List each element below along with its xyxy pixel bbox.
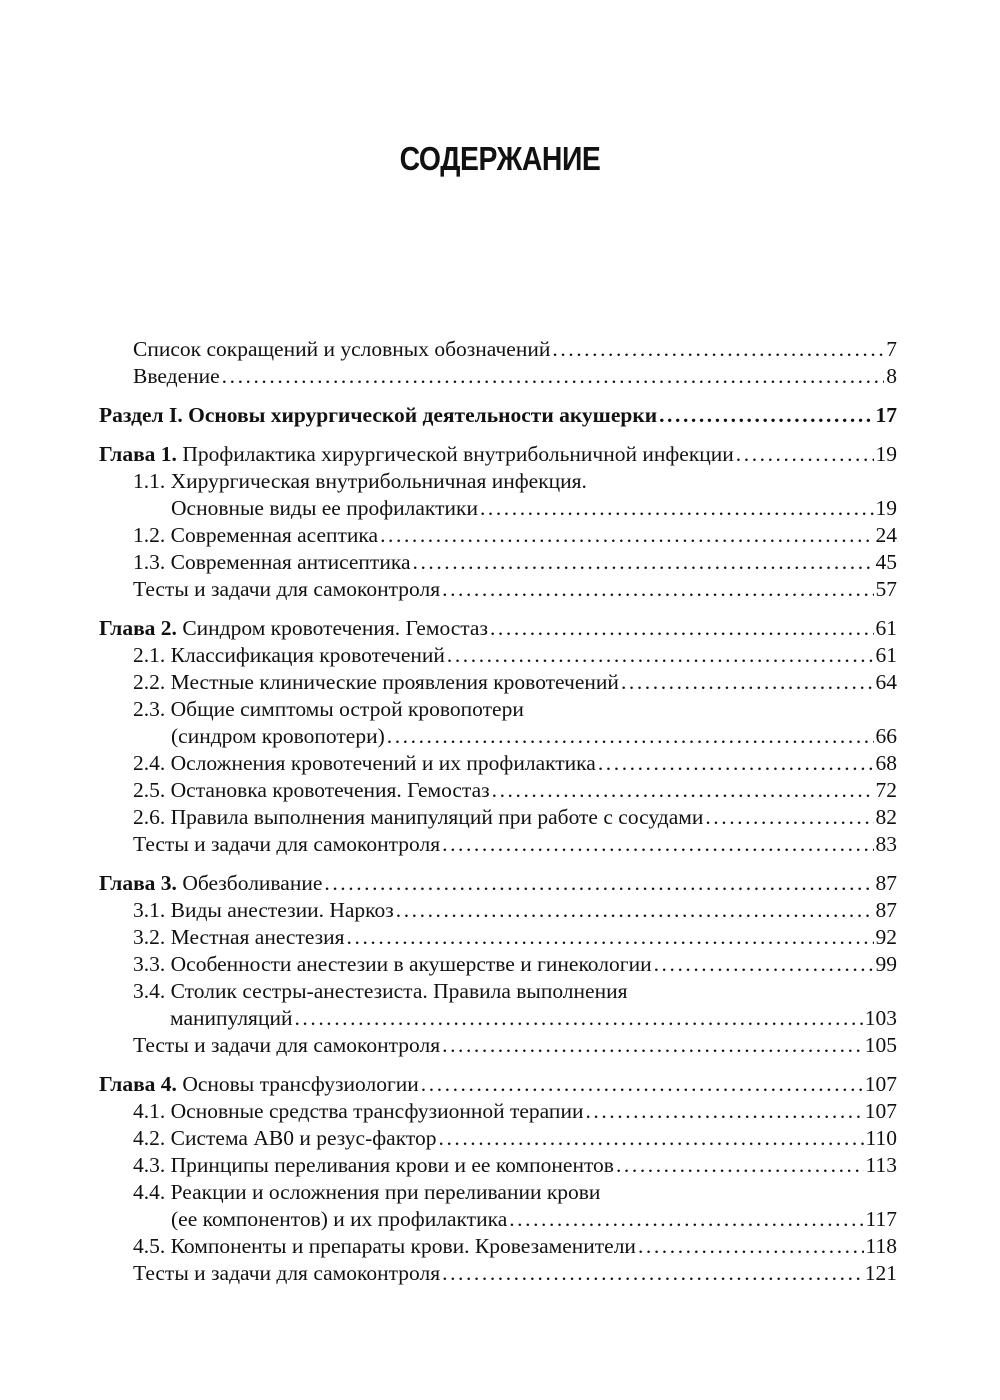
- dot-leader: [294, 1005, 862, 1032]
- chapter-title: Обезболивание: [182, 871, 323, 895]
- toc-entry-3-3[interactable]: [99, 951, 897, 978]
- toc-entry-text: 1.3. Современная антисептика: [133, 550, 411, 574]
- toc-entry-text: 2.4. Осложнения кровотечений и их профилактика: [133, 751, 596, 775]
- dot-leader: [447, 642, 874, 669]
- dot-leader: [421, 1071, 863, 1098]
- toc-entry-text: 2.1. Классификация кровотечений: [133, 643, 445, 667]
- toc-entry-text: 2.2. Местные клинические проявления кровотечений: [133, 670, 619, 694]
- dot-leader: [442, 576, 873, 603]
- dot-leader: [659, 402, 873, 429]
- dot-leader: [442, 1032, 863, 1059]
- dot-leader: [387, 723, 874, 750]
- toc-page-number: 107: [864, 1072, 897, 1096]
- dot-leader: [638, 1233, 864, 1260]
- toc-page-number: 103: [864, 1006, 897, 1030]
- toc-page-number: 87: [875, 871, 897, 895]
- toc-page-number: 61: [875, 616, 897, 640]
- toc-entry-4-tests[interactable]: [99, 1260, 897, 1287]
- toc-entry-text: Введение: [133, 364, 220, 388]
- toc-entry-4-1[interactable]: [99, 1098, 897, 1125]
- toc-entry-2-3[interactable]: [99, 723, 897, 750]
- toc-entry-1-2[interactable]: [99, 522, 897, 549]
- toc-section-1[interactable]: [99, 402, 897, 429]
- toc-entry-text: 3.1. Виды анестезии. Наркоз: [133, 898, 394, 922]
- toc-entry-text: манипуляций: [170, 1006, 293, 1030]
- toc-page-number: 64: [875, 670, 897, 694]
- toc-entry-text: 4.3. Принципы переливания крови и ее компонентов: [133, 1153, 614, 1177]
- toc-entry-1-1[interactable]: [99, 495, 897, 522]
- dot-leader: [347, 924, 874, 951]
- toc-entry-3-1[interactable]: [99, 897, 897, 924]
- toc-entry-text: Основные виды ее профилактики: [171, 496, 478, 520]
- dot-leader: [585, 1098, 862, 1125]
- dot-leader: [492, 777, 874, 804]
- toc-page-number: 82: [875, 805, 897, 829]
- toc-page-number: 45: [875, 550, 897, 574]
- toc-entry-text: Тесты и задачи для самоконтроля: [133, 1261, 441, 1285]
- chapter-title: Профилактика хирургической внутрибольничной инфекции: [182, 442, 734, 466]
- dot-leader: [396, 897, 874, 924]
- toc-entry-text: Тесты и задачи для самоконтроля: [133, 832, 441, 856]
- toc-entry-text: Список сокращений и условных обозначений: [133, 337, 551, 361]
- chapter-label: Глава 2.: [99, 616, 177, 640]
- toc-entry-text: (синдром кровопотери): [171, 724, 385, 748]
- toc-entry-text: 4.5. Компоненты и препараты крови. Кровезаменители: [133, 1234, 636, 1258]
- dot-leader: [380, 522, 873, 549]
- toc-entry-text: (ее компонентов) и их профилактика: [171, 1207, 508, 1231]
- toc-page-number: 117: [865, 1207, 897, 1231]
- dot-leader: [736, 441, 874, 468]
- dot-leader: [705, 804, 873, 831]
- toc-entry-text: Тесты и задачи для самоконтроля: [133, 577, 441, 601]
- toc-entry-text: 3.3. Особенности анестезии в акушерстве и гинекологии: [133, 952, 652, 976]
- dot-leader: [439, 1125, 864, 1152]
- toc-page-number: 19: [875, 496, 897, 520]
- toc-entry-3-4[interactable]: [99, 1005, 897, 1032]
- toc-entry-text: 3.2. Местная анестезия: [133, 925, 345, 949]
- chapter-title: Основы трансфузиологии: [182, 1072, 419, 1096]
- toc-chapter-1[interactable]: [99, 441, 897, 468]
- toc-page-number: 83: [875, 832, 897, 856]
- toc-page-number: 66: [875, 724, 897, 748]
- toc-entry-2-4[interactable]: [99, 750, 897, 777]
- toc-entry-text: 4.1. Основные средства трансфузионной терапии: [133, 1099, 584, 1123]
- toc-page-number: 72: [875, 778, 897, 802]
- toc-section-text: Раздел I. Основы хирургической деятельности акушерки: [99, 403, 658, 427]
- toc-entry-2-tests[interactable]: [99, 831, 897, 858]
- dot-leader: [552, 336, 884, 363]
- toc-chapter-2[interactable]: [99, 615, 897, 642]
- chapter-label: Глава 1.: [99, 442, 177, 466]
- toc-entry-2-6[interactable]: [99, 804, 897, 831]
- toc-page-number: 61: [875, 643, 897, 667]
- toc-entry-2-1[interactable]: [99, 642, 897, 669]
- chapter-title: Синдром кровотечения. Гемостаз: [182, 616, 488, 640]
- dot-leader: [509, 1206, 863, 1233]
- dot-leader: [654, 951, 874, 978]
- toc-chapter-3[interactable]: [99, 870, 897, 897]
- chapter-label: Глава 4.: [99, 1072, 177, 1096]
- toc-entry-text: 4.2. Система АВ0 и резус-фактор: [133, 1126, 437, 1150]
- dot-leader: [480, 495, 874, 522]
- dot-leader: [616, 1152, 864, 1179]
- toc-page-number: 92: [875, 925, 897, 949]
- toc-entry-text: 2.6. Правила выполнения манипуляций при работе с сосудами: [133, 805, 704, 829]
- toc-entry-introduction[interactable]: [99, 363, 897, 390]
- toc-entry-3-tests[interactable]: [99, 1032, 897, 1059]
- toc-entry-text: 1.2. Современная асептика: [133, 523, 379, 547]
- toc-page-number: 87: [875, 898, 897, 922]
- dot-leader: [222, 363, 885, 390]
- toc-page-number: 118: [865, 1234, 897, 1258]
- toc-page-number: 7: [886, 337, 897, 361]
- toc-entry-3-2[interactable]: [99, 924, 897, 951]
- toc-entry-abbreviations[interactable]: [99, 336, 897, 363]
- dot-leader: [442, 831, 873, 858]
- toc-entry-2-3-first-line[interactable]: 2.3. Общие симптомы острой кровопотери: [133, 697, 524, 721]
- toc-entry-4-3[interactable]: [99, 1152, 897, 1179]
- table-of-contents: [99, 336, 897, 1287]
- toc-page-number: 57: [875, 577, 897, 601]
- toc-page-number: 110: [865, 1126, 897, 1150]
- toc-page-number: 99: [875, 952, 897, 976]
- toc-entry-4-4[interactable]: [99, 1206, 897, 1233]
- toc-page-number: 113: [865, 1153, 897, 1177]
- dot-leader: [324, 870, 873, 897]
- toc-page-number: 24: [875, 523, 897, 547]
- toc-page-number: 121: [864, 1261, 897, 1285]
- toc-page-number: 19: [875, 442, 897, 466]
- toc-chapter-4[interactable]: [99, 1071, 897, 1098]
- dot-leader: [413, 549, 874, 576]
- toc-page-number: 8: [886, 364, 897, 388]
- dot-leader: [490, 615, 874, 642]
- dot-leader: [621, 669, 874, 696]
- toc-entry-1-1-first-line[interactable]: 1.1. Хирургическая внутрибольничная инфекция.: [133, 469, 587, 493]
- toc-page-number: 68: [875, 751, 897, 775]
- toc-entry-4-5[interactable]: [99, 1233, 897, 1260]
- toc-entry-2-2[interactable]: [99, 669, 897, 696]
- toc-page-number: 17: [875, 403, 897, 427]
- toc-entry-text: Тесты и задачи для самоконтроля: [133, 1033, 441, 1057]
- toc-entry-text: 2.5. Остановка кровотечения. Гемостаз: [133, 778, 490, 802]
- toc-page-number: 107: [864, 1099, 897, 1123]
- toc-entry-1-tests[interactable]: [99, 576, 897, 603]
- toc-entry-3-4-first-line[interactable]: 3.4. Столик сестры-анестезиста. Правила выполнения: [133, 979, 628, 1003]
- dot-leader: [442, 1260, 863, 1287]
- page-title: СОДЕРЖАНИЕ: [399, 140, 601, 177]
- toc-entry-1-3[interactable]: [99, 549, 897, 576]
- toc-page-number: 105: [864, 1033, 897, 1057]
- chapter-label: Глава 3.: [99, 871, 177, 895]
- dot-leader: [598, 750, 874, 777]
- toc-entry-4-2[interactable]: [99, 1125, 897, 1152]
- toc-entry-2-5[interactable]: [99, 777, 897, 804]
- toc-entry-4-4-first-line[interactable]: 4.4. Реакции и осложнения при переливании крови: [133, 1180, 601, 1204]
